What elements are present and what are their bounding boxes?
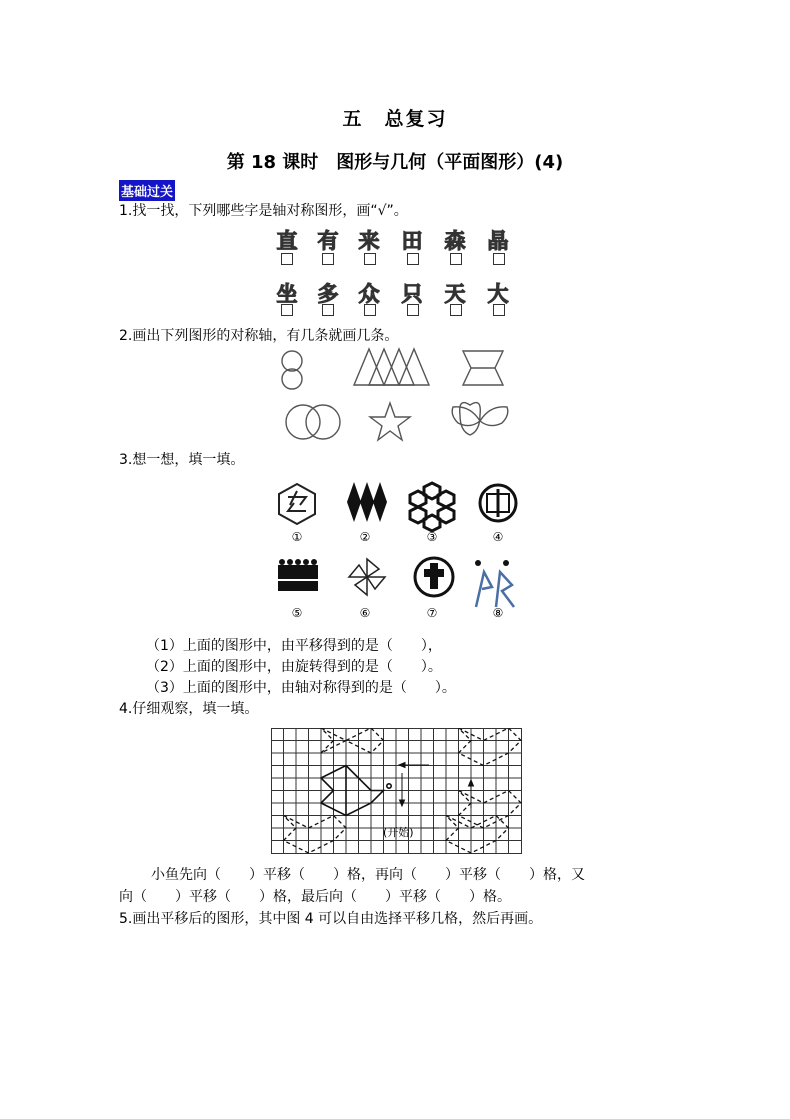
char-5: 森	[444, 229, 466, 253]
pattern-figures	[270, 477, 530, 627]
trefoil-shape	[452, 403, 508, 435]
char-1: 直	[276, 229, 298, 253]
checkbox[interactable]	[407, 304, 419, 316]
figure-label-8: ⑧	[492, 606, 504, 620]
start-label: (开始)	[383, 826, 414, 839]
char-6: 晶	[487, 229, 509, 253]
pinwheel-figure	[349, 559, 385, 595]
question-4-line-2: 向（ ）平移（ ）格，最后向（ ）平移（ ）格。	[119, 889, 511, 905]
symmetry-shapes	[270, 345, 530, 445]
char-12: 大	[487, 282, 509, 306]
checkbox[interactable]	[407, 253, 419, 265]
figure-eight-shape	[282, 351, 302, 389]
figure-label-7: ⑦	[426, 606, 438, 620]
hourglass-shape	[463, 351, 503, 385]
char-2: 有	[317, 229, 339, 253]
checkbox[interactable]	[364, 304, 376, 316]
figure-label-1: ①	[291, 530, 303, 544]
question-4-line-1: 小鱼先向（ ）平移（ ）格，再向（ ）平移（ ）格，又	[151, 867, 585, 883]
figure-label-4: ④	[492, 530, 504, 544]
checkbox[interactable]	[281, 253, 293, 265]
section-badge: 基础过关	[119, 180, 175, 201]
checkbox[interactable]	[322, 304, 334, 316]
question-2-text: 2.画出下列图形的对称轴，有几条就画几条。	[119, 328, 399, 344]
star-shape	[370, 403, 410, 440]
hexagon-ring-figure	[410, 483, 454, 531]
question-5-text: 5.画出平移后的图形，其中图 4 可以自由选择平移几格，然后再画。	[119, 911, 543, 927]
pr-letters-figure	[475, 560, 514, 607]
question-3-text: 3.想一想，填一填。	[119, 452, 245, 468]
question-3-sub-1: （1）上面的图形中，由平移得到的是（ ），	[146, 638, 442, 654]
lesson-subtitle: 第 18 课时 图形与几何（平面图形）(4)	[226, 152, 564, 173]
checkbox[interactable]	[450, 304, 462, 316]
checkbox[interactable]	[281, 304, 293, 316]
figure-label-2: ②	[359, 530, 371, 544]
char-11: 天	[444, 282, 466, 306]
hexagon-swirl-figure	[279, 484, 315, 524]
char-7: 坐	[276, 282, 298, 306]
char-3: 来	[358, 229, 380, 253]
checkbox[interactable]	[364, 253, 376, 265]
triangles-shape	[354, 349, 429, 385]
diamonds-figure	[347, 482, 387, 522]
char-4: 田	[401, 229, 423, 253]
char-8: 多	[317, 282, 339, 306]
char-10: 只	[401, 282, 423, 306]
figure-label-5: ⑤	[291, 606, 303, 620]
question-1-text: 1.找一找，下列哪些字是轴对称图形，画“√”。	[119, 203, 408, 219]
people-row-figure	[278, 559, 318, 591]
checkbox[interactable]	[493, 304, 505, 316]
figure-label-3: ③	[426, 530, 438, 544]
overlapping-circles-shape	[286, 405, 340, 439]
char-9: 众	[358, 282, 380, 306]
checkbox[interactable]	[322, 253, 334, 265]
checkbox[interactable]	[450, 253, 462, 265]
question-4-text: 4.仔细观察，填一填。	[119, 701, 259, 717]
bank-circle-logo-figure	[415, 558, 453, 596]
question-3-sub-2: （2）上面的图形中，由旋转得到的是（ ）。	[146, 659, 442, 675]
circle-bank-logo-figure	[480, 485, 516, 521]
page-title: 五 总复习	[342, 108, 448, 130]
figure-label-6: ⑥	[359, 606, 371, 620]
checkbox[interactable]	[493, 253, 505, 265]
question-3-sub-3: （3）上面的图形中，由轴对称得到的是（ ）。	[146, 680, 456, 696]
